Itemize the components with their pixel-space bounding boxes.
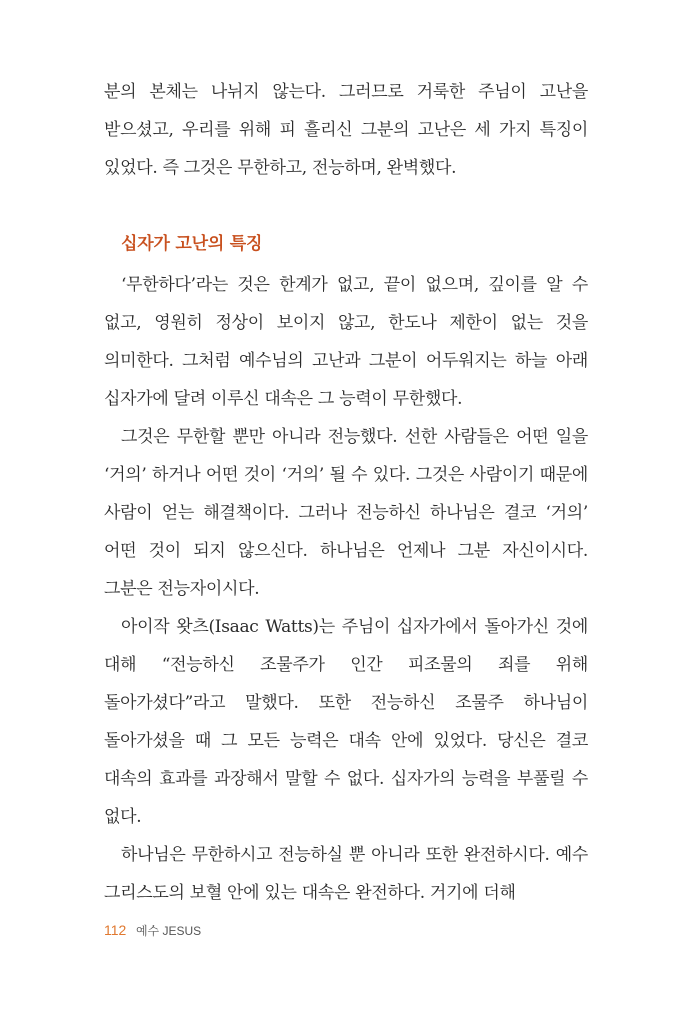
intro-paragraph: 분의 본체는 나뉘지 않는다. 그러므로 거룩한 주님이 고난을 받으셨고, 우리를 위해 피 흘리신 그분의 고난은 세 가지 특징이 있었다. 즉 그것은 무한하고, 전능하며, 완벽했다. — [104, 82, 588, 178]
page-footer — [104, 920, 201, 940]
body-paragraph-3: 아이작 왓츠(Isaac Watts)는 주님이 십자가에서 돌아가신 것에 대해 “전능하신 조물주가 인간 피조물의 죄를 위해 돌아가셨다”라고 말했다. 또한 전능하신 조물주 하나님이 돌아가셨을 때 그 모든 능력은 대속 안에 있었다. 당신은 결코 대속의 효과를 과장해서 말할 수 없다. 십자가의 능력을 부풀릴 수 없다. — [104, 617, 588, 827]
body-paragraph-2: 그것은 무한할 뿐만 아니라 전능했다. 선한 사람들은 어떤 일을 ‘거의’ 하거나 어떤 것이 ‘거의’ 될 수 있다. 그것은 사람이기 때문에 사람이 얻는 해결책이다. 그러나 전능하신 하나님은 결코 ‘거의’ 어떤 것이 되지 않으신다. 하나님은 언제나 그분 자신이시다. 그분은 전능자이시다. — [104, 427, 588, 599]
page-number: 112 — [104, 922, 127, 938]
body-paragraph-1: ‘무한하다’라는 것은 한계가 없고, 끝이 없으며, 깊이를 알 수 없고, 영원히 정상이 보이지 않고, 한도나 제한이 없는 것을 의미한다. 그처럼 예수님의 고난과 그분이 어두워지는 하늘 아래 십자가에 달려 이루신 대속은 그 능력이 무한했다. — [104, 275, 588, 409]
body-paragraph-4: 하나님은 무한하시고 전능하실 뿐 아니라 또한 완전하시다. 예수 그리스도의 보혈 안에 있는 대속은 완전하다. 거기에 더해 — [104, 845, 588, 903]
section-heading: 십자가 고난의 특징 — [121, 234, 263, 254]
running-title: 예수 JESUS — [135, 924, 202, 938]
intro-text-block — [104, 73, 588, 187]
body-text-block — [104, 266, 588, 912]
